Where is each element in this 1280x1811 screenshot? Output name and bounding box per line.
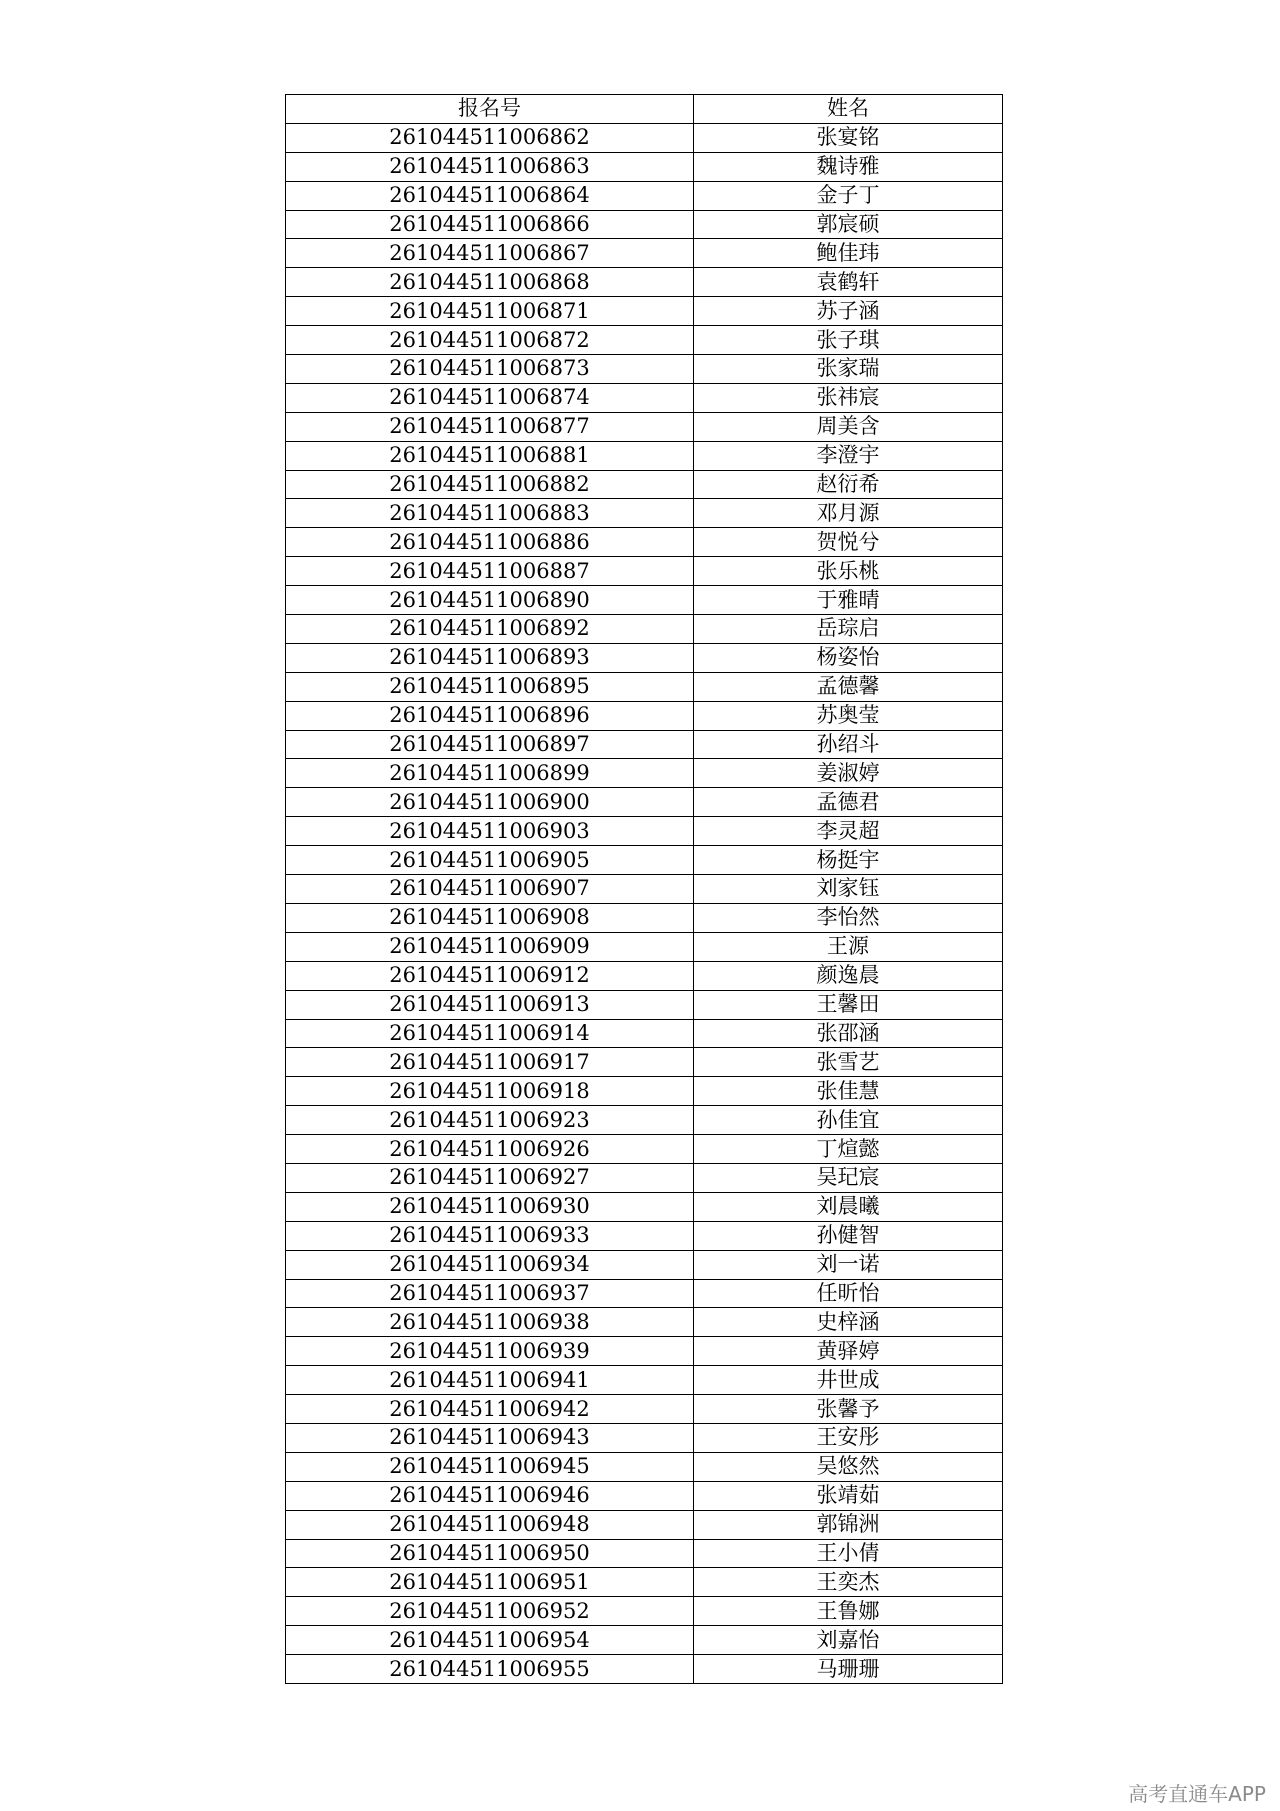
registration-number-cell: 261044511006913 — [286, 990, 694, 1019]
registration-number-cell: 261044511006946 — [286, 1481, 694, 1510]
registration-number-cell: 261044511006881 — [286, 441, 694, 470]
name-cell: 贺悦兮 — [694, 528, 1003, 557]
name-cell: 姜淑婷 — [694, 759, 1003, 788]
watermark-text: 高考直通车APP — [1128, 1782, 1266, 1806]
table-row — [286, 990, 1003, 1019]
registration-number-cell: 261044511006907 — [286, 875, 694, 904]
registration-number-cell: 261044511006872 — [286, 326, 694, 355]
registration-number-cell: 261044511006897 — [286, 730, 694, 759]
table-row — [286, 1568, 1003, 1597]
name-cell: 苏奥莹 — [694, 701, 1003, 730]
table-row — [286, 1337, 1003, 1366]
registration-number-cell: 261044511006951 — [286, 1568, 694, 1597]
table-row — [286, 1395, 1003, 1424]
table-row — [286, 470, 1003, 499]
registration-number-cell: 261044511006952 — [286, 1597, 694, 1626]
name-cell: 张宴铭 — [694, 123, 1003, 152]
name-cell: 王安彤 — [694, 1423, 1003, 1452]
registration-number-cell: 261044511006941 — [286, 1366, 694, 1395]
registration-number-cell: 261044511006939 — [286, 1337, 694, 1366]
registration-number-cell: 261044511006943 — [286, 1423, 694, 1452]
name-cell: 张邵涵 — [694, 1019, 1003, 1048]
table-row — [286, 557, 1003, 586]
registration-number-cell: 261044511006933 — [286, 1221, 694, 1250]
name-cell: 任昕怡 — [694, 1279, 1003, 1308]
registration-number-cell: 261044511006955 — [286, 1655, 694, 1684]
registration-number-cell: 261044511006866 — [286, 210, 694, 239]
table-row — [286, 586, 1003, 615]
name-cell: 井世成 — [694, 1366, 1003, 1395]
name-cell: 刘一诺 — [694, 1250, 1003, 1279]
name-cell: 袁鹤轩 — [694, 268, 1003, 297]
name-cell: 王鲁娜 — [694, 1597, 1003, 1626]
table-row — [286, 1106, 1003, 1135]
name-cell: 吴悠然 — [694, 1452, 1003, 1481]
table-row — [286, 1510, 1003, 1539]
name-cell: 李澄宇 — [694, 441, 1003, 470]
table-row — [286, 1308, 1003, 1337]
registration-number-cell: 261044511006882 — [286, 470, 694, 499]
registration-number-cell: 261044511006954 — [286, 1626, 694, 1655]
table-row — [286, 1250, 1003, 1279]
table-row — [286, 817, 1003, 846]
name-cell: 颜逸晨 — [694, 961, 1003, 990]
table-row — [286, 1048, 1003, 1077]
registration-number-cell: 261044511006908 — [286, 903, 694, 932]
table-row — [286, 1221, 1003, 1250]
registration-number-cell: 261044511006867 — [286, 239, 694, 268]
name-cell: 张子琪 — [694, 326, 1003, 355]
table-row — [286, 152, 1003, 181]
registration-number-cell: 261044511006909 — [286, 932, 694, 961]
name-cell: 刘晨曦 — [694, 1192, 1003, 1221]
table-row — [286, 1019, 1003, 1048]
registration-number-cell: 261044511006930 — [286, 1192, 694, 1221]
registration-number-cell: 261044511006905 — [286, 846, 694, 875]
table-row — [286, 1423, 1003, 1452]
table-row — [286, 1163, 1003, 1192]
header-registration-number: 报名号 — [286, 95, 694, 124]
table-row — [286, 297, 1003, 326]
table-row — [286, 672, 1003, 701]
name-cell: 王奕杰 — [694, 1568, 1003, 1597]
registration-number-cell: 261044511006914 — [286, 1019, 694, 1048]
table-row — [286, 759, 1003, 788]
registration-number-cell: 261044511006923 — [286, 1106, 694, 1135]
table-row — [286, 239, 1003, 268]
registration-number-cell: 261044511006950 — [286, 1539, 694, 1568]
name-cell: 魏诗雅 — [694, 152, 1003, 181]
name-cell: 李怡然 — [694, 903, 1003, 932]
table-row — [286, 1655, 1003, 1684]
name-cell: 马珊珊 — [694, 1655, 1003, 1684]
table-row — [286, 499, 1003, 528]
table-row — [286, 268, 1003, 297]
registration-number-cell: 261044511006896 — [286, 701, 694, 730]
name-cell: 李灵超 — [694, 817, 1003, 846]
registration-number-cell: 261044511006903 — [286, 817, 694, 846]
registration-number-cell: 261044511006886 — [286, 528, 694, 557]
registration-number-cell: 261044511006873 — [286, 355, 694, 384]
registration-number-cell: 261044511006871 — [286, 297, 694, 326]
name-cell: 刘嘉怡 — [694, 1626, 1003, 1655]
table-row — [286, 326, 1003, 355]
table-row — [286, 1135, 1003, 1164]
table-row — [286, 1192, 1003, 1221]
name-cell: 史梓涵 — [694, 1308, 1003, 1337]
table-row — [286, 643, 1003, 672]
table-header — [286, 95, 1003, 124]
name-cell: 张乐桃 — [694, 557, 1003, 586]
name-cell: 黄驿婷 — [694, 1337, 1003, 1366]
table-row — [286, 1452, 1003, 1481]
name-cell: 杨姿怡 — [694, 643, 1003, 672]
name-cell: 张馨予 — [694, 1395, 1003, 1424]
name-cell: 张靖茹 — [694, 1481, 1003, 1510]
registration-number-cell: 261044511006895 — [286, 672, 694, 701]
registration-number-cell: 261044511006938 — [286, 1308, 694, 1337]
registration-number-cell: 261044511006874 — [286, 383, 694, 412]
registration-number-cell: 261044511006868 — [286, 268, 694, 297]
name-cell: 苏子涵 — [694, 297, 1003, 326]
name-cell: 孙佳宜 — [694, 1106, 1003, 1135]
name-cell: 王馨田 — [694, 990, 1003, 1019]
table-row — [286, 123, 1003, 152]
registration-number-cell: 261044511006927 — [286, 1163, 694, 1192]
registration-number-cell: 261044511006862 — [286, 123, 694, 152]
table-row — [286, 932, 1003, 961]
registration-number-cell: 261044511006893 — [286, 643, 694, 672]
name-cell: 张家瑞 — [694, 355, 1003, 384]
name-cell: 郭锦洲 — [694, 1510, 1003, 1539]
table-row — [286, 1597, 1003, 1626]
header-row — [286, 95, 1003, 124]
registration-number-cell: 261044511006937 — [286, 1279, 694, 1308]
table-row — [286, 441, 1003, 470]
table-row — [286, 181, 1003, 210]
registration-number-cell: 261044511006948 — [286, 1510, 694, 1539]
name-cell: 郭宸硕 — [694, 210, 1003, 239]
registration-number-cell: 261044511006900 — [286, 788, 694, 817]
table-row — [286, 788, 1003, 817]
table-row — [286, 1626, 1003, 1655]
name-cell: 孟德君 — [694, 788, 1003, 817]
name-cell: 张佳慧 — [694, 1077, 1003, 1106]
table-row — [286, 1279, 1003, 1308]
registration-number-cell: 261044511006918 — [286, 1077, 694, 1106]
table-body — [286, 123, 1003, 1683]
name-cell: 张祎宸 — [694, 383, 1003, 412]
roster-table — [285, 94, 1003, 1684]
table-row — [286, 730, 1003, 759]
registration-number-cell: 261044511006917 — [286, 1048, 694, 1077]
registration-number-cell: 261044511006863 — [286, 152, 694, 181]
table-row — [286, 1366, 1003, 1395]
registration-number-cell: 261044511006890 — [286, 586, 694, 615]
name-cell: 杨挺宇 — [694, 846, 1003, 875]
registration-number-cell: 261044511006934 — [286, 1250, 694, 1279]
name-cell: 赵衍希 — [694, 470, 1003, 499]
name-cell: 吴玘宸 — [694, 1163, 1003, 1192]
registration-number-cell: 261044511006899 — [286, 759, 694, 788]
name-cell: 周美含 — [694, 412, 1003, 441]
header-name: 姓名 — [694, 95, 1003, 124]
name-cell: 邓月源 — [694, 499, 1003, 528]
name-cell: 刘家钰 — [694, 875, 1003, 904]
table-row — [286, 210, 1003, 239]
name-cell: 鲍佳玮 — [694, 239, 1003, 268]
name-cell: 王源 — [694, 932, 1003, 961]
name-cell: 孙健智 — [694, 1221, 1003, 1250]
registration-number-cell: 261044511006926 — [286, 1135, 694, 1164]
table-row — [286, 383, 1003, 412]
table-row — [286, 1539, 1003, 1568]
table-row — [286, 1077, 1003, 1106]
registration-number-cell: 261044511006877 — [286, 412, 694, 441]
name-cell: 岳琮启 — [694, 615, 1003, 644]
table-row — [286, 961, 1003, 990]
table-row — [286, 846, 1003, 875]
registration-number-cell: 261044511006942 — [286, 1395, 694, 1424]
registration-number-cell: 261044511006912 — [286, 961, 694, 990]
table-row — [286, 615, 1003, 644]
registration-number-cell: 261044511006864 — [286, 181, 694, 210]
name-cell: 金子丁 — [694, 181, 1003, 210]
name-cell: 孟德馨 — [694, 672, 1003, 701]
table-row — [286, 412, 1003, 441]
registration-number-cell: 261044511006945 — [286, 1452, 694, 1481]
registration-number-cell: 261044511006887 — [286, 557, 694, 586]
table-row — [286, 528, 1003, 557]
name-cell: 张雪艺 — [694, 1048, 1003, 1077]
table-row — [286, 903, 1003, 932]
registration-number-cell: 261044511006883 — [286, 499, 694, 528]
table-row — [286, 1481, 1003, 1510]
name-cell: 孙绍斗 — [694, 730, 1003, 759]
name-cell: 王小倩 — [694, 1539, 1003, 1568]
table-row — [286, 875, 1003, 904]
name-cell: 于雅晴 — [694, 586, 1003, 615]
table-row — [286, 355, 1003, 384]
name-cell: 丁煊懿 — [694, 1135, 1003, 1164]
registration-number-cell: 261044511006892 — [286, 615, 694, 644]
table-row — [286, 701, 1003, 730]
